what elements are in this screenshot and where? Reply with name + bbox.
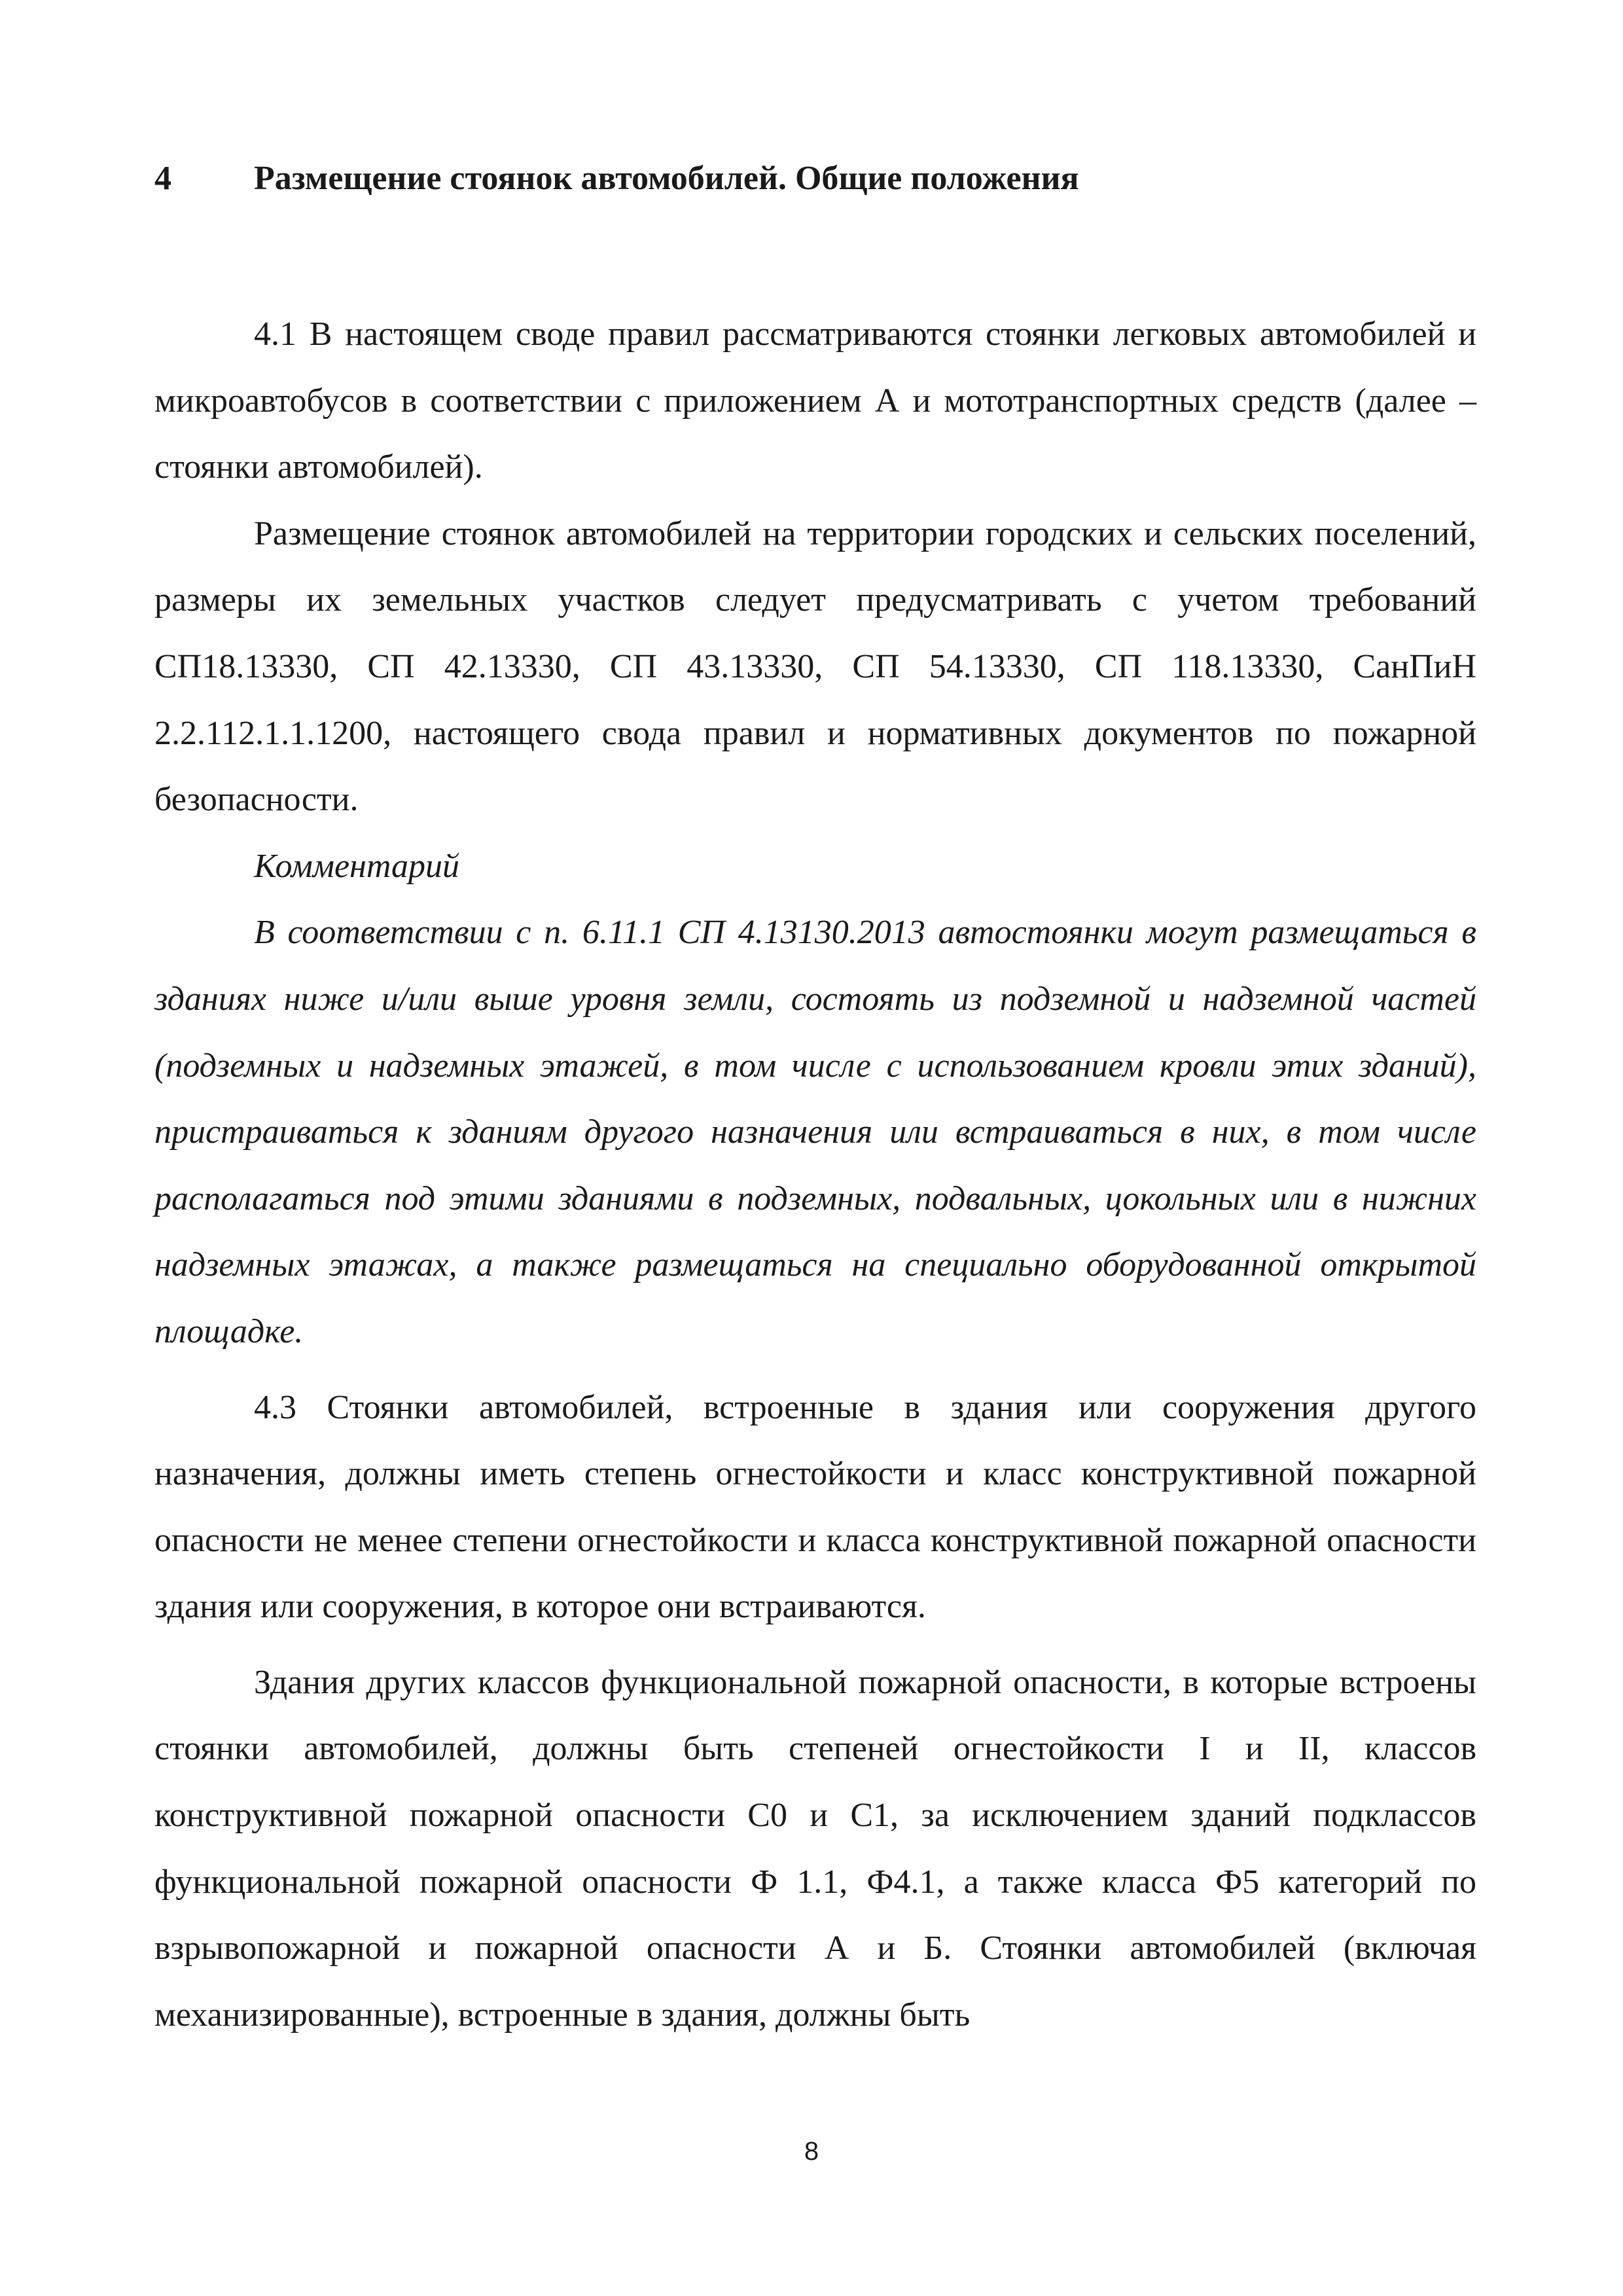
paragraph-other-buildings: Здания других классов функциональной пожарной опасности, в которые встроены стоянки автомобилей, должны быть степеней огнестойкости I и II, классов конструктивной пожарной опасности С0 и С1, за исключением зданий подклассов функциональной пожарной опасности Ф 1.1, Ф4.1, а также класса Ф5 категорий по взрывопожарной и пожарной опасности А и Б. Стоянки автомобилей (включая механизированные), встроенные в здания, должны быть (154, 1663, 1476, 2034)
comment-label: Комментарий (254, 847, 460, 885)
paragraph-4-3: 4.3 Стоянки автомобилей, встроенные в здания или сооружения другого назначения, должны иметь степень огнестойкости и класс конструктивной пожарной опасности не менее степени огнестойкости и класса конструктивной пожарной опасности здания или сооружения, в которое они встраиваются. (154, 1388, 1476, 1626)
page-number: 8 (804, 2137, 819, 2166)
section-number: 4 (154, 160, 171, 197)
paragraph-placement: Размещение стоянок автомобилей на территории городских и сельских поселений, размеры их земельных участков следует предусматривать с учетом требований СП18.13330, СП 42.13330, СП 43.13330, СП 54.13330, СП 118.13330, СанПиН 2.2.112.1.1.1200, настоящего свода правил и нормативных документов по пожарной безопасности. (154, 514, 1476, 819)
section-title: Размещение стоянок автомобилей. Общие положения (254, 160, 1079, 197)
paragraph-4-1: 4.1 В настоящем своде правил рассматриваются стоянки легковых автомобилей и микроавтобусов в соответствии с приложением А и мототранспортных средств (далее – стоянки автомобилей). (154, 315, 1476, 486)
document-body (154, 301, 1476, 2048)
section-heading (154, 152, 1476, 206)
comment-text: В соответствии с п. 6.11.1 СП 4.13130.2013 автостоянки могут размещаться в зданиях ниже и/или выше уровня земли, состоять из подземной и надземной частей (подземных и надземных этажей, в том числе с использованием кровли этих зданий), пристраиваться к зданиям другого назначения или встраиваться в них, в том числе располагаться под этими зданиями в подземных, подвальных, цокольных или в нижних надземных этажах, а также размещаться на специально оборудованной открытой площадке. (154, 914, 1476, 1350)
